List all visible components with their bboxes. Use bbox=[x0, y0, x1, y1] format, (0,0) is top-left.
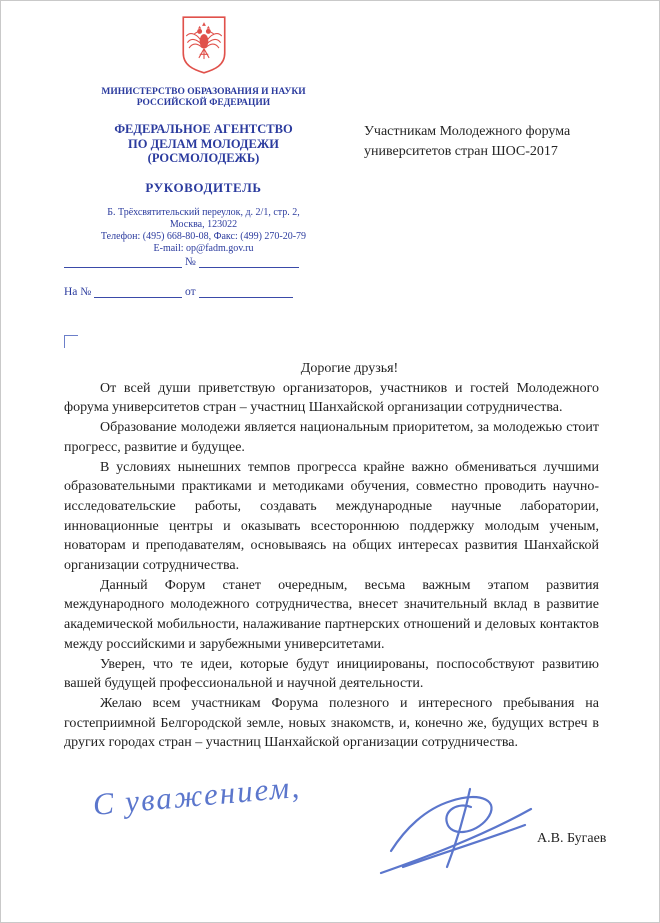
reply-number-blank-field bbox=[94, 286, 182, 298]
reply-label: На № bbox=[64, 286, 92, 298]
email-line: E-mail: op@fadm.gov.ru bbox=[153, 242, 254, 254]
signature-icon bbox=[373, 779, 543, 884]
handwritten-closing: С уважением, bbox=[91, 768, 303, 822]
address-line2: Москва, 123022 bbox=[169, 218, 238, 230]
paragraph-4: Данный Форум станет очередным, весьма важным этапом развития международного молодежного сотрудничества, внесет значительный вклад в развитие академической мобильности, налаживание партнерских отношений и деловых контактов между российскими и зарубежными университетами. bbox=[64, 577, 599, 652]
address-line1: Б. Трёхсвятительский переулок, д. 2/1, стр. 2, bbox=[107, 206, 300, 218]
letter-body bbox=[64, 359, 599, 753]
date-blank-field bbox=[64, 256, 182, 268]
from-label: от bbox=[185, 286, 196, 298]
recipient-line2: университетов стран ШОС-2017 bbox=[364, 143, 558, 159]
address-corner-mark bbox=[64, 335, 78, 348]
sender-position: РУКОВОДИТЕЛЬ bbox=[145, 179, 262, 195]
coat-of-arms-icon bbox=[179, 15, 229, 75]
ministry-line1: МИНИСТЕРСТВО ОБРАЗОВАНИЯ И НАУКИ bbox=[101, 87, 306, 97]
number-blank-field bbox=[199, 256, 299, 268]
agency-line1: ФЕДЕРАЛЬНОЕ АГЕНТСТВО bbox=[114, 122, 293, 136]
letterhead-address bbox=[51, 207, 356, 255]
agency-line3: (РОСМОЛОДЕЖЬ) bbox=[147, 151, 260, 165]
ministry-name bbox=[51, 87, 356, 109]
paragraph-3: В условиях нынешних темпов прогресса крайне важно обмениваться лучшими образовательными практиками и методиками обучения, совместно проводить научно-исследовательские работы, создавать международные научные лаборатории, инновационные центры и оказывать всестороннюю поддержку молодым ученым, новаторам и преподавателям, основываясь на общих интересах развития Шанхайской организации сотрудничества. bbox=[64, 459, 599, 574]
agency-line2: ПО ДЕЛАМ МОЛОДЕЖИ bbox=[128, 136, 279, 151]
agency-name bbox=[51, 122, 356, 166]
reply-date-blank-field bbox=[199, 286, 293, 298]
number-sign-label: № bbox=[184, 256, 196, 268]
phone-fax-line: Телефон: (495) 668-80-08, Факс: (499) 270-20-79 bbox=[100, 230, 307, 242]
paragraph-1: От всей души приветствую организаторов, участников и гостей Молодежного форума университетов стран – участниц Шанхайской организации сотрудничества. bbox=[64, 380, 599, 416]
paragraph-2: Образование молодежи является национальным приоритетом, за молодежью стоит прогресс, развитие и будущее. bbox=[64, 420, 599, 455]
outgoing-number-line bbox=[64, 256, 299, 270]
letterhead bbox=[51, 15, 356, 255]
salutation: Дорогие друзья! bbox=[300, 361, 399, 376]
paragraph-5: Уверен, что те идеи, которые будут инициированы, поспособствуют развитию вашей будущей профессиональной и научной деятельности. bbox=[64, 656, 599, 692]
recipient-line1: Участникам Молодежного форума bbox=[364, 124, 571, 139]
signer-name: А.В. Бугаев bbox=[537, 831, 607, 846]
ministry-line2: РОССИЙСКОЙ ФЕДЕРАЦИИ bbox=[136, 98, 271, 108]
reply-reference-line bbox=[64, 286, 293, 300]
recipient-block bbox=[364, 122, 614, 161]
paragraph-6: Желаю всем участникам Форума полезного и интересного пребывания на гостеприимной Белгородской земле, новых знакомств, и, конечно же, будущих встреч в других городах стран – участниц Шанхайской организации сотрудничества. bbox=[64, 695, 599, 751]
